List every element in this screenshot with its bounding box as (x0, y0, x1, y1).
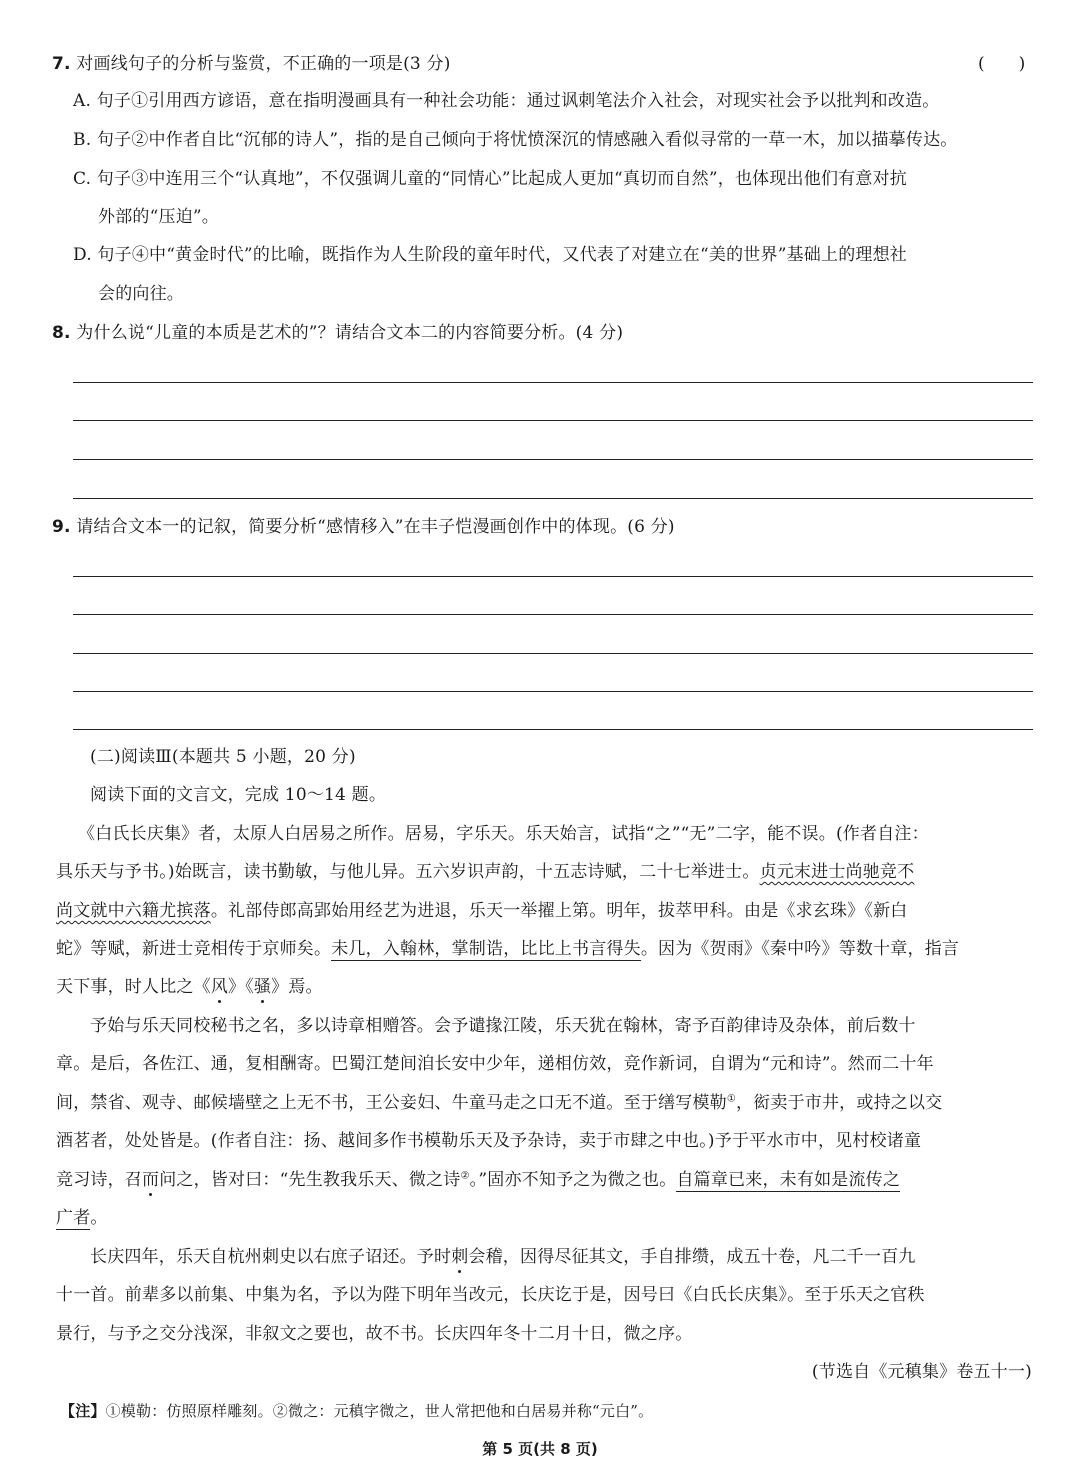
passage-text: 蛇》等赋，新进士竞相传于京师矣。 (56, 939, 332, 959)
passage-text: 。”固亦不知予之为微之也。 (469, 1170, 677, 1190)
passage-text: ，衒卖于市井，或持之以交 (735, 1093, 943, 1113)
answer-line-q9-1[interactable] (73, 576, 1033, 577)
emphasis-dot-char: 而 (142, 1170, 160, 1190)
answer-line-q9-2[interactable] (73, 614, 1033, 615)
passage-p2-line-3 (56, 1091, 942, 1115)
option-d-continued: 会的向往。 (98, 284, 184, 304)
question-8-number: 8. (52, 323, 71, 343)
footnote (60, 1399, 653, 1423)
option-d[interactable]: D. 句子④中“黄金时代”的比喻，既指作为人生阶段的童年时代，又代表了对建立在“美的世界”基础上的理想社 (73, 245, 907, 265)
question-9-number: 9. (52, 517, 71, 537)
question-7-stem (52, 52, 451, 76)
passage-p3-line-2: 十一首。前辈多以前集、中集为名，予以为陛下明年当改元，长庆讫于是，因号曰《白氏长庆集》。至于乐天之官秩 (56, 1285, 925, 1305)
underlined-sentence-wavy: 尚文就中六籍尤摈落 (56, 901, 211, 921)
passage-text: 》焉。 (271, 977, 323, 997)
answer-line-q8-2[interactable] (73, 420, 1033, 421)
emphasis-dot-char: 刺 (451, 1247, 469, 1267)
option-a[interactable]: A. 句子①引用西方谚语，意在指明漫画具有一种社会功能：通过讽刺笔法介入社会，对现实社会予以批判和改造。 (73, 91, 940, 111)
passage-text: 长庆四年，乐天自杭州刺史以右庶子诏还。予时 (90, 1247, 452, 1267)
passage-p2-line-6 (56, 1206, 108, 1230)
passage-text: 》《 (228, 977, 254, 997)
passage-p2-line-2: 章。是后，各佐江、通，复相酬寄。巴蜀江楚间洎长安中少年，递相仿效，竞作新词，自谓为“元和诗”。然而二十年 (56, 1054, 934, 1074)
answer-line-q9-3[interactable] (73, 653, 1033, 654)
emphasis-dot-char: 骚 (253, 977, 272, 997)
answer-parentheses[interactable]: ( ) (978, 54, 1026, 74)
option-b[interactable]: B. 句子②中作者自比“沉郁的诗人”，指的是自己倾向于将忧愤深沉的情感融入看似寻常的一草一木，加以描摹传达。 (73, 130, 958, 150)
question-7-text: 对画线句子的分析与鉴赏，不正确的一项是(3 分) (76, 54, 451, 74)
passage-text: 。礼部侍郎高郢始用经艺为进退，乐天一举擢上第。明年，拔萃甲科。由是《求玄珠》《新白 (210, 901, 908, 921)
question-8-stem (52, 321, 623, 345)
passage-text: 竞习诗，召 (56, 1170, 142, 1190)
passage-p1-line-4 (56, 937, 959, 961)
note-text: ①模勒：仿照原样雕刻。②微之：元稹字微之，世人常把他和白居易并称“元白”。 (105, 1402, 654, 1420)
underlined-sentence: 未几，入翰林，掌制诰，比比上书言得失 (331, 939, 641, 959)
question-8-text: 为什么说“儿童的本质是艺术的”？请结合文本二的内容简要分析。(4 分) (76, 323, 624, 343)
option-c-continued: 外部的“压迫”。 (98, 207, 219, 227)
passage-text: 问之，皆对曰：“先生教我乐天、微之诗 (159, 1170, 461, 1190)
passage-p1-line-5 (56, 975, 323, 999)
passage-p2-line-4: 酒茗者，处处皆是。(作者自注：扬、越间多作书模勒乐天及予杂诗，卖于市肆之中也。)予于平水市中，见村校诸童 (56, 1131, 922, 1151)
passage-p3-line-3: 景行，与予之交分浅深，非叙文之要也，故不书。长庆四年冬十二月十日，微之序。 (56, 1324, 693, 1344)
passage-text: 会稽，因得尽征其文，手自排缵，成五十卷，凡二千一百九 (468, 1247, 916, 1267)
section-heading: (二)阅读Ⅲ(本题共 5 小题，20 分) (90, 747, 356, 767)
passage-p2-line-5 (56, 1168, 900, 1192)
passage-source: (节选自《元稹集》卷五十一) (811, 1362, 1032, 1382)
question-9-stem (52, 515, 675, 539)
passage-text: 间，禁省、观寺、邮候墙壁之上无不书，王公妾妇、牛童马走之口无不道。至于缮写模勒 (56, 1093, 727, 1113)
passage-p1-line-1: 《白氏长庆集》者，太原人白居易之所作。居易，字乐天。乐天始言，试指“之”“无”二字，能不误。(作者自注： (78, 824, 929, 844)
underlined-sentence-wavy: 贞元末进士尚驰竞不 (759, 862, 915, 882)
answer-line-q9-4[interactable] (73, 691, 1033, 692)
question-9-text: 请结合文本一的记叙，简要分析“感情移入”在丰子恺漫画创作中的体现。(6 分) (76, 517, 675, 537)
answer-line-q8-1[interactable] (73, 382, 1033, 383)
page-number: 第 5 页(共 8 页) (482, 1440, 598, 1458)
footnote-marker: ① (726, 1093, 736, 1105)
passage-text: 。 (90, 1208, 108, 1228)
section-instruction: 阅读下面的文言文，完成 10～14 题。 (90, 785, 387, 805)
passage-p1-line-3 (56, 899, 908, 923)
option-c[interactable]: C. 句子③中连用三个“认真地”，不仅强调儿童的“同情心”比起成人更加“真切而自然”，也体现出他们有意对抗 (73, 169, 907, 189)
emphasis-dot-char: 风 (210, 977, 229, 997)
answer-line-q9-5[interactable] (73, 729, 1033, 730)
answer-line-q8-4[interactable] (73, 498, 1033, 499)
passage-p3-line-1 (90, 1245, 916, 1269)
question-7-number: 7. (52, 54, 71, 74)
footnote-marker: ② (460, 1170, 470, 1182)
passage-p1-line-2 (56, 860, 914, 884)
answer-line-q8-3[interactable] (73, 459, 1033, 460)
underlined-sentence: 广者 (56, 1208, 91, 1228)
underlined-sentence: 自篇章已来，未有如是流传之 (676, 1170, 901, 1190)
passage-text: 。因为《贺雨》《秦中吟》等数十章，指言 (640, 939, 960, 959)
passage-text: 具乐天与予书。)始既言，读书勤敏，与他儿异。五六岁识声韵，十五志诗赋，二十七举进士。 (56, 862, 760, 882)
note-tag: 【注】 (60, 1402, 106, 1420)
passage-p2-line-1: 予始与乐天同校秘书之名，多以诗章相赠答。会予谴掾江陵，乐天犹在翰林，寄予百韵律诗及杂体，前后数十 (90, 1016, 916, 1036)
passage-text: 天下事，时人比之《 (56, 977, 211, 997)
